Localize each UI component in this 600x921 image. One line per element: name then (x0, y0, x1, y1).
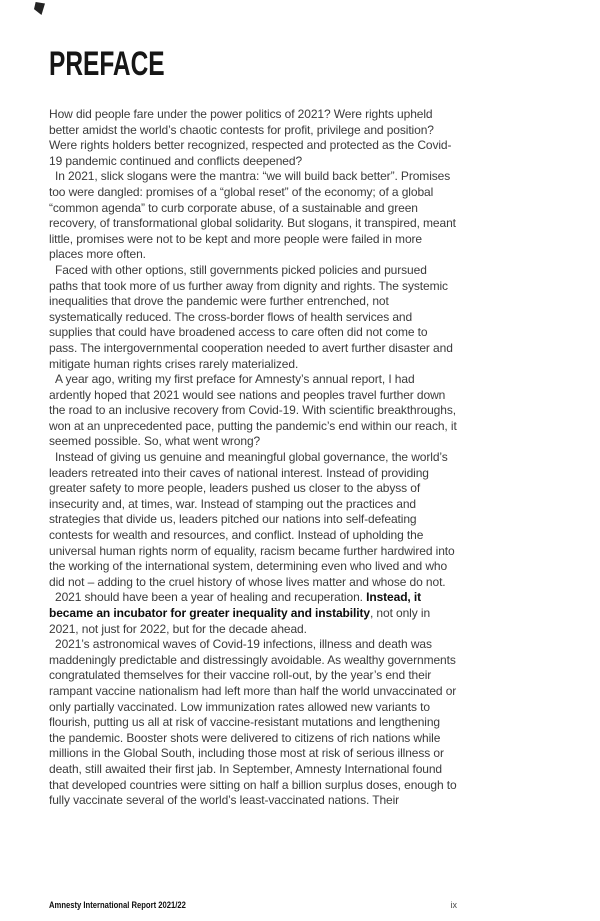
footer-page-number: ix (450, 900, 457, 910)
page-title: PREFACE (49, 45, 165, 83)
paragraph-6-text-after: , not only in 2021, not just for 2022, but for the decade ahead. (49, 606, 431, 636)
paragraph-5: Instead of giving us genuine and meaningful global governance, the world’s leaders retreated into their caves of national interest. Instead of providing greater safety to more people, leaders pushed us closer to the abyss of insecurity and, at times, war. Instead of stamping out the practices and strategies that divide us, leaders pitched our nations into self-defeating contests for wealth and resources, and conflict. Instead of upholding the universal human rights norm of equality, racism became further hardwired into the working of the international system, determining even who lived and who did not – adding to the cruel history of whose lives matter and whose do not. (49, 450, 455, 589)
paragraph-4: A year ago, writing my first preface for Amnesty’s annual report, I had ardently hoped that 2021 would see nations and peoples travel further down the road to an inclusive recovery from Covid-19. With scientific breakthroughs, won at an unprecedented pace, putting the pandemic’s end within our reach, it seemed possible. So, what went wrong? (49, 372, 457, 449)
page-footer (49, 900, 457, 910)
preface-body (49, 107, 457, 809)
paragraph-2: In 2021, slick slogans were the mantra: “we will build back better”. Promises too were dangled: promises of a “global reset” of the economy; of a global “common agenda” to curb corporate abuse, of a sustainable and green recovery, of transformational global solidarity. But slogans, it transpired, meant little, promises were not to be kept and more people were failed in more places more often. (49, 169, 456, 262)
footer-report-title: Amnesty International Report 2021/22 (49, 900, 186, 910)
page-corner-artifact (34, 2, 45, 15)
paragraph-3: Faced with other options, still governments picked policies and pursued paths that took more of us further away from dignity and rights. The systemic inequalities that drove the pandemic were further entrenched, not systematically reduced. The cross-border flows of health services and supplies that could have broadened access to care often did not come to pass. The intergovernmental cooperation needed to avert further disaster and mitigate human rights crises rarely materialized. (49, 262, 453, 371)
paragraph-6-bold-emphasis: Instead, it became an incubator for greater inequality and instability (49, 590, 422, 620)
paragraph-6 (49, 590, 457, 637)
paragraph-1: How did people fare under the power politics of 2021? Were rights upheld better amidst the world’s chaotic contests for profit, privilege and position? Were rights holders better recognized, respected and protected as the Covid-19 pandemic continued and conflicts deepened? (49, 107, 452, 168)
paragraph-6-text-before: 2021 should have been a year of healing and recuperation. (55, 590, 367, 605)
paragraph-7: 2021’s astronomical waves of Covid-19 infections, illness and death was maddeningly predictable and distressingly avoidable. As wealthy governments congratulated themselves for their vaccine roll-out, by the year’s end their rampant vaccine nationalism had left more than half the world unvaccinated or only partially vaccinated. Low immunization rates allowed new variants to flourish, putting us all at risk of vaccine-resistant mutations and lengthening the pandemic. Booster shots were delivered to citizens of rich nations while millions in the Global South, including those most at risk of serious illness or death, still awaited their first jab. In September, Amnesty International found that developed countries were sitting on half a billion surplus doses, enough to fully vaccinate several of the world’s least-vaccinated nations. Their (49, 637, 457, 808)
